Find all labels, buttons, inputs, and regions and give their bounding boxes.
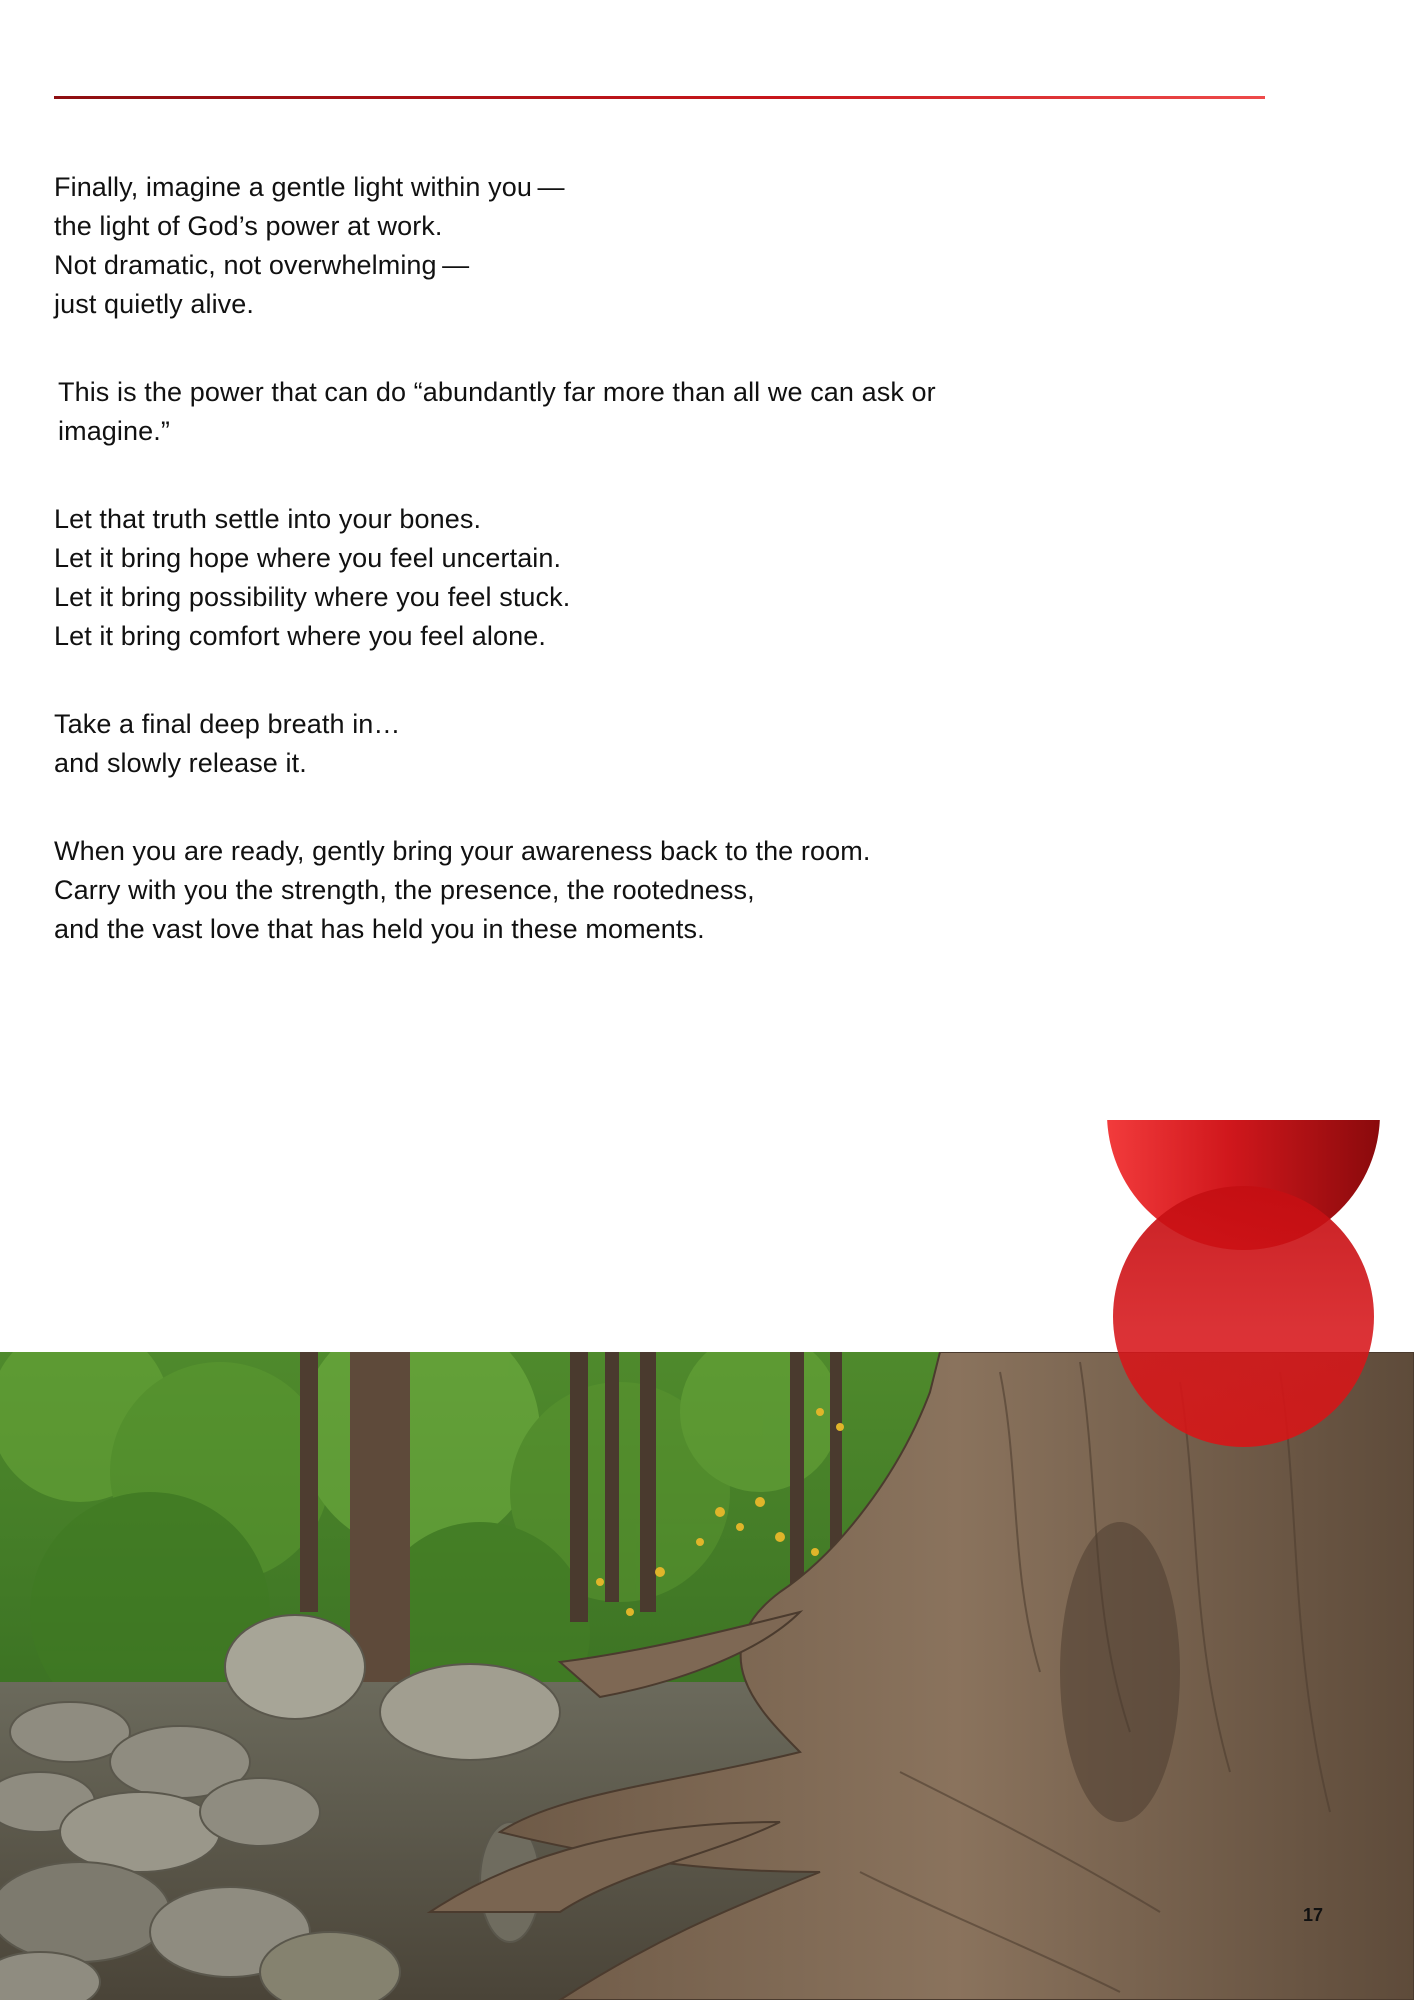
text-line: When you are ready, gently bring your awareness back to the room.: [54, 836, 871, 866]
paragraph-truth: [54, 500, 954, 656]
text-line: Not dramatic, not overwhelming —: [54, 250, 470, 280]
paragraph-closing: [54, 832, 954, 949]
text-line: the light of God’s power at work.: [54, 211, 443, 241]
scripture-quote: This is the power that can do “abundantly far more than all we can ask or imagine.”: [58, 377, 936, 446]
top-divider-rule: [54, 96, 1265, 99]
text-line: and slowly release it.: [54, 748, 307, 778]
text-line: just quietly alive.: [54, 289, 254, 319]
text-line: Let it bring possibility where you feel stuck.: [54, 582, 571, 612]
paragraph-light: [54, 168, 954, 324]
text-line: Carry with you the strength, the presence, the rootedness,: [54, 875, 755, 905]
tree-roots-illustration: [0, 1352, 1414, 2000]
text-line: Let it bring hope where you feel uncertain.: [54, 543, 562, 573]
text-line: Finally, imagine a gentle light within you —: [54, 172, 565, 202]
text-line: Let it bring comfort where you feel alone.: [54, 621, 546, 651]
text-line: Take a final deep breath in…: [54, 709, 401, 739]
page-number: 17: [1302, 1905, 1323, 1925]
paragraph-quote: [54, 373, 938, 451]
meditation-text: [54, 168, 954, 998]
text-line: Let that truth settle into your bones.: [54, 504, 482, 534]
forest-roots-photo: [0, 1352, 1414, 2000]
text-line: and the vast love that has held you in these moments.: [54, 914, 705, 944]
decorative-red-circle: [1113, 1186, 1374, 1447]
paragraph-breath: [54, 705, 954, 783]
